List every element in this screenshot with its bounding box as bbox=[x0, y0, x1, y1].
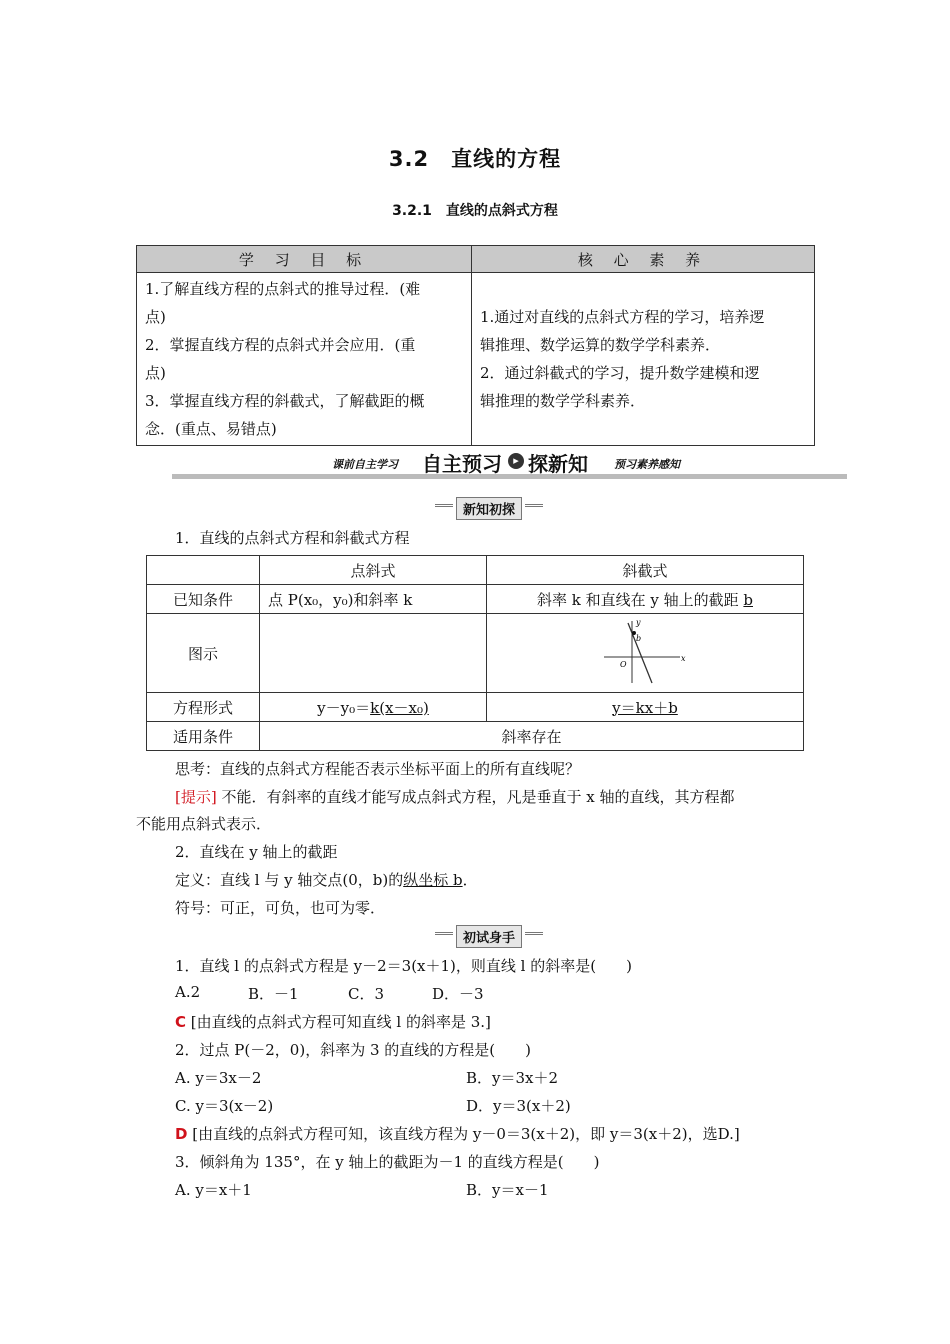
goal-line: 1.了解直线方程的点斜式的推导过程．(难 bbox=[145, 280, 421, 298]
row-known-label: 已知条件 bbox=[147, 585, 260, 614]
form-slope-answer: y＝kx＋b bbox=[612, 698, 678, 717]
known-slope bbox=[487, 585, 804, 614]
literacy-line: 辑推理、数学运算的数学学科素养． bbox=[480, 336, 721, 354]
hint-line-2: 不能用点斜式表示． bbox=[136, 815, 272, 833]
def-end: ． bbox=[462, 871, 478, 889]
goals-header: 学 习 目 标 bbox=[137, 246, 472, 273]
def-text: 定义：直线 l 与 y 轴交点(0，b)的 bbox=[175, 871, 404, 889]
literacy-header: 核 心 素 养 bbox=[472, 246, 815, 273]
goal-line: 念．(重点、易错点) bbox=[145, 420, 277, 438]
answer-2-text: [由直线的点斜式方程可知，该直线方程为 y－0＝3(x＋2)，即 y＝3(x＋2)，选D.] bbox=[187, 1125, 740, 1143]
answer-1-text: [由直线的点斜式方程可知直线 l 的斜率是 3.] bbox=[186, 1013, 491, 1031]
point-slope-header: 点斜式 bbox=[260, 556, 487, 585]
banner-left-label: 课前自主学习 bbox=[332, 458, 398, 471]
hint-text: 不能．有斜率的直线才能写成点斜式方程，凡是垂直于 x 轴的直线，其方程都 bbox=[216, 788, 735, 806]
q3-option-a: A. y＝x＋1 bbox=[175, 1181, 252, 1199]
goal-line: 3．掌握直线方程的斜截式，了解截距的概 bbox=[145, 392, 425, 410]
q2-option-b: B．y＝3x＋2 bbox=[466, 1069, 559, 1087]
known-slope-text: 斜率 k 和直线在 y 轴上的截距 bbox=[536, 590, 744, 609]
b-label: b bbox=[636, 634, 642, 643]
q2-option-c: C. y＝3(x－2) bbox=[175, 1097, 274, 1115]
question-1: 1．直线 l 的点斜式方程是 y－2＝3(x＋1)，则直线 l 的斜率是( ) bbox=[175, 957, 632, 975]
answer-1-letter: C bbox=[175, 1013, 187, 1031]
row-form-label: 方程形式 bbox=[147, 693, 260, 722]
corner-cell bbox=[147, 556, 260, 585]
q1-option-a: A.2 bbox=[175, 983, 201, 1001]
slope-intercept-graph bbox=[600, 617, 690, 685]
think-question: 思考：直线的点斜式方程能否表示坐标平面上的所有直线呢？ bbox=[175, 760, 581, 778]
y-label: y bbox=[636, 618, 641, 627]
q1-option-b: B．－1 bbox=[248, 985, 299, 1003]
hint-line bbox=[175, 786, 735, 807]
q2-option-d: D．y＝3(x＋2) bbox=[466, 1097, 571, 1115]
form-point-answer: k(x－x₀) bbox=[370, 698, 429, 717]
page-subtitle: 3.2.1 直线的点斜式方程 bbox=[392, 203, 558, 219]
def-answer: 纵坐标 b bbox=[403, 871, 463, 889]
comparison-table bbox=[146, 555, 804, 751]
goal-line: 点) bbox=[145, 308, 166, 326]
answer-1 bbox=[175, 1011, 491, 1032]
literacy-line: 辑推理的数学学科素养． bbox=[480, 392, 646, 410]
question-2: 2．过点 P(－2，0)，斜率为 3 的直线的方程是( ) bbox=[175, 1041, 531, 1059]
banner-main-b: 探新知 bbox=[528, 452, 588, 476]
origin-label: O bbox=[620, 660, 627, 669]
graph-point-cell bbox=[260, 614, 487, 693]
hint-label: [提示] bbox=[175, 788, 217, 806]
arrow-icon: ▸ bbox=[508, 453, 524, 469]
question-3: 3．倾斜角为 135°，在 y 轴上的截距为－1 的直线方程是( ) bbox=[175, 1153, 600, 1171]
intercept-definition bbox=[175, 869, 478, 890]
goal-line: 点) bbox=[145, 364, 166, 382]
literacy-line: 2．通过斜截式的学习，提升数学建模和逻 bbox=[480, 364, 760, 382]
x-label: x bbox=[681, 654, 686, 663]
answer-2 bbox=[175, 1123, 740, 1144]
section-banner bbox=[172, 448, 847, 480]
form-slope bbox=[487, 693, 804, 722]
graph-slope-cell bbox=[487, 614, 804, 693]
q3-option-b: B．y＝x－1 bbox=[466, 1181, 549, 1199]
goals-table bbox=[136, 245, 815, 446]
literacy-line: 1.通过对直线的点斜式方程的学习，培养逻 bbox=[480, 308, 765, 326]
section-tag-new: 新知初探 bbox=[456, 497, 522, 520]
banner-right-label: 预习素养感知 bbox=[614, 458, 680, 471]
answer-2-letter: D bbox=[175, 1125, 188, 1143]
form-point bbox=[260, 693, 487, 722]
literacy-cell bbox=[472, 273, 815, 446]
known-point: 点 P(x₀，y₀)和斜率 k bbox=[260, 585, 487, 614]
q1-option-c: C．3 bbox=[348, 985, 385, 1003]
section-heading: 1．直线的点斜式方程和斜截式方程 bbox=[175, 529, 410, 547]
goal-line: 2．掌握直线方程的点斜式并会应用．(重 bbox=[145, 336, 416, 354]
goals-cell bbox=[137, 273, 472, 446]
cond-value: 斜率存在 bbox=[260, 722, 804, 751]
intercept-heading: 2．直线在 y 轴上的截距 bbox=[175, 843, 338, 861]
form-point-prefix: y－y₀＝ bbox=[317, 698, 371, 717]
banner-main-a: 自主预习 bbox=[422, 452, 502, 476]
known-slope-b: b bbox=[743, 590, 753, 609]
section-tag-try: 初试身手 bbox=[456, 925, 522, 948]
row-cond-label: 适用条件 bbox=[147, 722, 260, 751]
q2-option-a: A. y＝3x－2 bbox=[175, 1069, 262, 1087]
q1-option-d: D．－3 bbox=[432, 985, 484, 1003]
page-title: 3.2 直线的方程 bbox=[388, 147, 562, 171]
banner-rule bbox=[172, 474, 847, 479]
row-graph-label: 图示 bbox=[147, 614, 260, 693]
slope-intercept-header: 斜截式 bbox=[487, 556, 804, 585]
intercept-symbol: 符号：可正，可负，也可为零． bbox=[175, 899, 386, 917]
